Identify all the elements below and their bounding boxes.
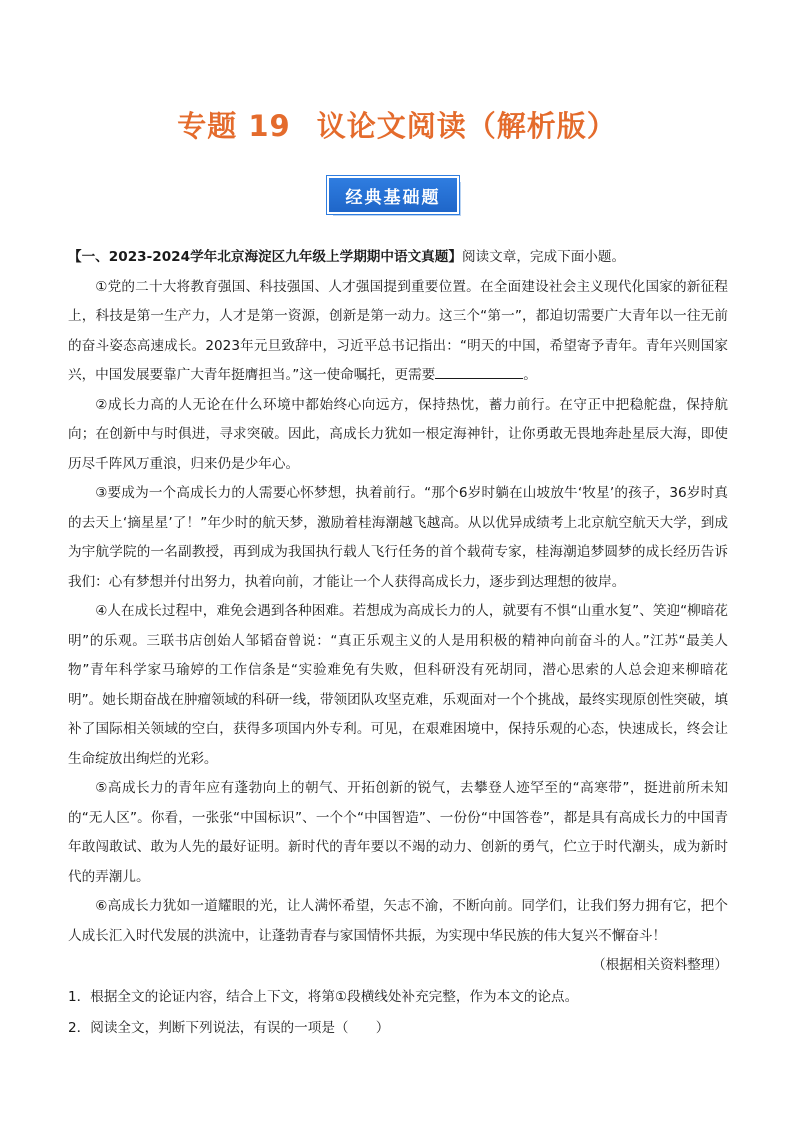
paragraph-6: ⑥高成长力犹如一道耀眼的光，让人满怀希望，矢志不渝，不断向前。同学们，让我们努力拥有它，把个人成长汇入时代发展的洪流中，让蓬勃青春与家国情怀共振，为实现中华民族的伟大复兴不懈奋斗！ xyxy=(68,898,728,944)
section-badge-label: 经典基础题 xyxy=(327,176,459,214)
title-main: 议论文阅读（解析版） xyxy=(316,109,617,143)
answer-blank[interactable] xyxy=(435,364,523,379)
intro-instruction: 阅读文章，完成下面小题。 xyxy=(461,249,626,265)
article-intro xyxy=(68,243,728,273)
title-prefix: 专题 19 xyxy=(177,109,291,143)
paragraph-1 xyxy=(68,273,728,391)
paragraph-5: ⑤高成长力的青年应有蓬勃向上的朝气、开拓创新的锐气，去攀登人迹罕至的“高寒带”，挺进前所未知的“无人区”。你看，一张张“中国标识”、一个个“中国智造”、一份份“中国答卷”，都是具有高成长力的中国青年敢闯敢试、敢为人先的最好证明。新时代的青年要以不竭的动力、创新的勇气，伫立于时代潮头，成为新时代的弄潮儿。 xyxy=(68,780,728,885)
paragraph-1-text: ①党的二十大将教育强国、科技强国、人才强国提到重要位置。在全面建设社会主义现代化国家的新征程上，科技是第一生产力，人才是第一资源，创新是第一动力。这三个“第一”，都迫切需要广大青年以一往无前的奋斗姿态高速成长。2023年元旦致辞中，习近平总书记指出：“明天的中国，希望寄予青年。青年兴则国家兴，中国发展要靠广大青年挺膺担当。”这一使命嘱托，更需要 xyxy=(68,278,728,383)
paragraph-4: ④人在成长过程中，难免会遇到各种困难。若想成为高成长力的人，就要有不惧“山重水复”、笑迎“柳暗花明”的乐观。三联书店创始人邹韬奋曾说：“真正乐观主义的人是用积极的精神向前奋斗的人。”江苏“最美人物”青年科学家马瑜婷的工作信条是“实验难免有失败，但科研没有死胡同，潜心思索的人总会迎来柳暗花明”。她长期奋战在肿瘤领域的科研一线，带领团队攻坚克难，乐观面对一个个挑战，最终实现原创性突破，填补了国际相关领域的空白，获得多项国内外专利。可见，在艰难困境中，保持乐观的心态，快速成长，终会让生命绽放出绚烂的光彩。 xyxy=(68,603,728,767)
page-title xyxy=(0,104,794,145)
paragraph-2: ②成长力高的人无论在什么环境中都始终心向远方，保持热忱，蓄力前行。在守正中把稳舵盘，保持航向；在创新中与时俱进，寻求突破。因此，高成长力犹如一根定海神针，让你勇敢无畏地奔赴星辰大海，即使历尽千阵风万重浪，归来仍是少年心。 xyxy=(68,396,728,472)
paragraph-1-end: 。 xyxy=(523,367,537,383)
section-badge xyxy=(327,176,467,224)
article-body xyxy=(68,243,728,1044)
paragraph-3: ③要成为一个高成长力的人需要心怀梦想，执着前行。“那个6岁时躺在山坡放牛‘牧星’的孩子，36岁时真的去天上‘摘星星’了！”年少时的航天梦，激励着桂海潮越飞越高。从以优异成绩考上北京航空航天大学，到成为宇航学院的一名副教授，再到成为我国执行载人飞行任务的首个载荷专家，桂海潮追梦圆梦的成长经历告诉我们：心有梦想并付出努力，执着向前，才能让一个人获得高成长力，逐步到达理想的彼岸。 xyxy=(68,485,728,590)
question-2: 2．阅读全文，判断下列说法，有误的一项是（ ） xyxy=(68,1020,390,1036)
article-source: （根据相关资料整理） xyxy=(592,957,728,973)
intro-source-label: 【一、2023-2024学年北京海淀区九年级上学期期中语文真题】 xyxy=(68,249,462,265)
question-1: 1．根据全文的论证内容，结合上下文，将第①段横线处补充完整，作为本文的论点。 xyxy=(68,988,579,1005)
